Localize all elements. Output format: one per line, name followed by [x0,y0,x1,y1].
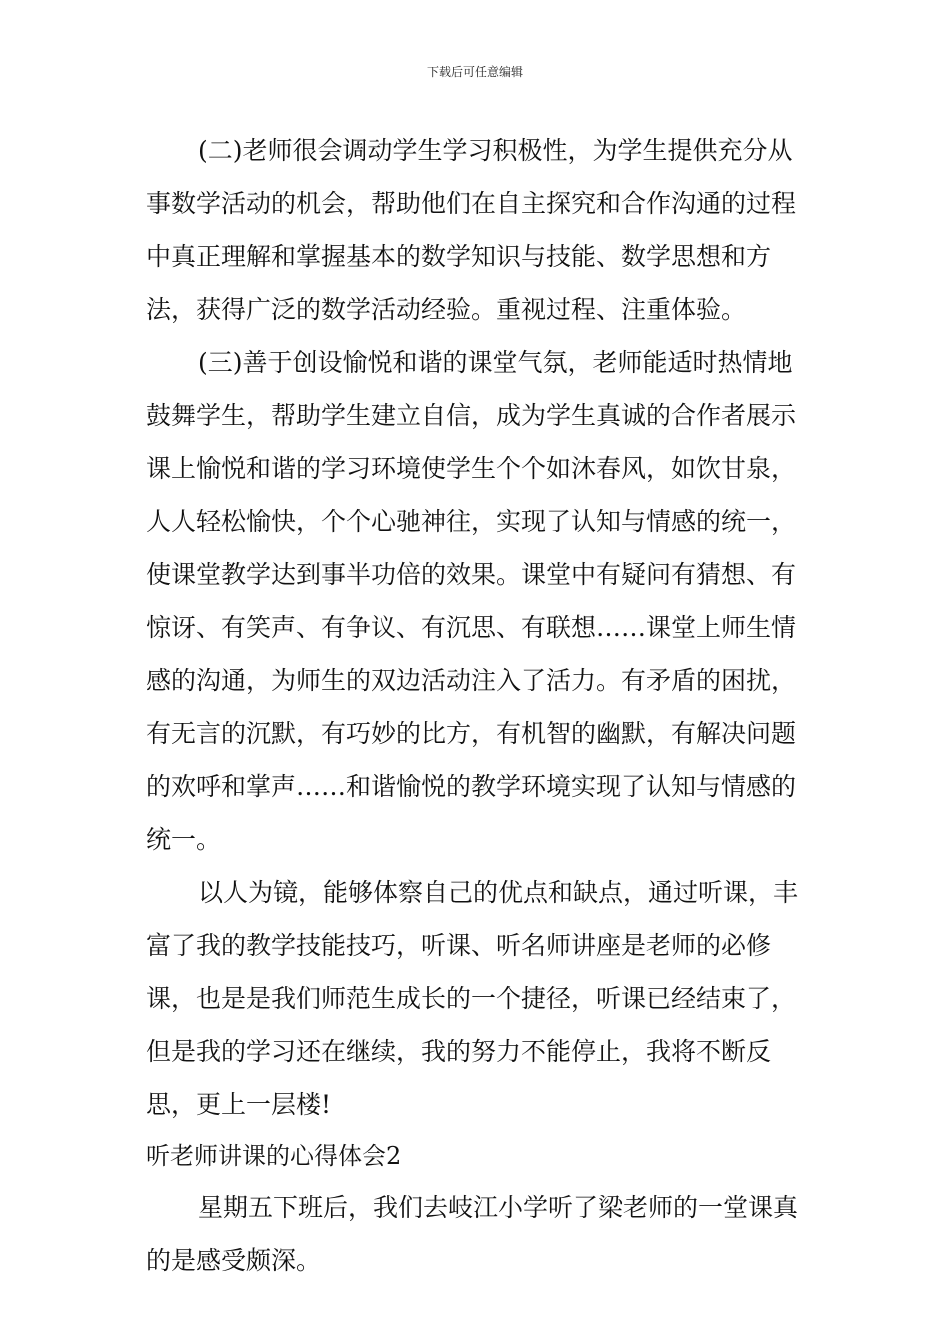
paragraph-intro-2: 星期五下班后，我们去岐江小学听了梁老师的一堂课真的是感受颇深。 [146,1193,799,1275]
page-header: 下载后可任意编辑 [426,65,523,79]
section-heading: 听老师讲课的心得体会2 [146,1142,402,1170]
paragraph-2: (二)老师很会调动学生学习积极性，为学生提供充分从事数学活动的机会，帮助他们在自主探究和合作沟通的过程中真正理解和掌握基本的数学知识与技能、数学思想和方法，获得广泛的数学活动经验。重视过程、注重体验。 [146,136,797,324]
paragraph-conclusion: 以人为镜，能够体察自己的优点和缺点，通过听课，丰富了我的教学技能技巧，听课、听名师讲座是老师的必修课，也是是我们师范生成长的一个捷径，听课已经结束了，但是我的学习还在继续，我的努力不能停止，我将不断反思，更上一层楼! [146,878,799,1119]
document-body [146,124,808,1287]
paragraph-3: (三)善于创设愉悦和谐的课堂气氛，老师能适时热情地鼓舞学生，帮助学生建立自信，成为学生真诚的合作者展示课上愉悦和谐的学习环境使学生个个如沐春风，如饮甘泉，人人轻松愉快，个个心驰神往，实现了认知与情感的统一，使课堂教学达到事半功倍的效果。课堂中有疑问有猜想、有惊讶、有笑声、有争议、有沉思、有联想……课堂上师生情感的沟通，为师生的双边活动注入了活力。有矛盾的困扰，有无言的沉默，有巧妙的比方，有机智的幽默，有解决问题的欢呼和掌声……和谐愉悦的教学环境实现了认知与情感的统一。 [146,348,797,854]
